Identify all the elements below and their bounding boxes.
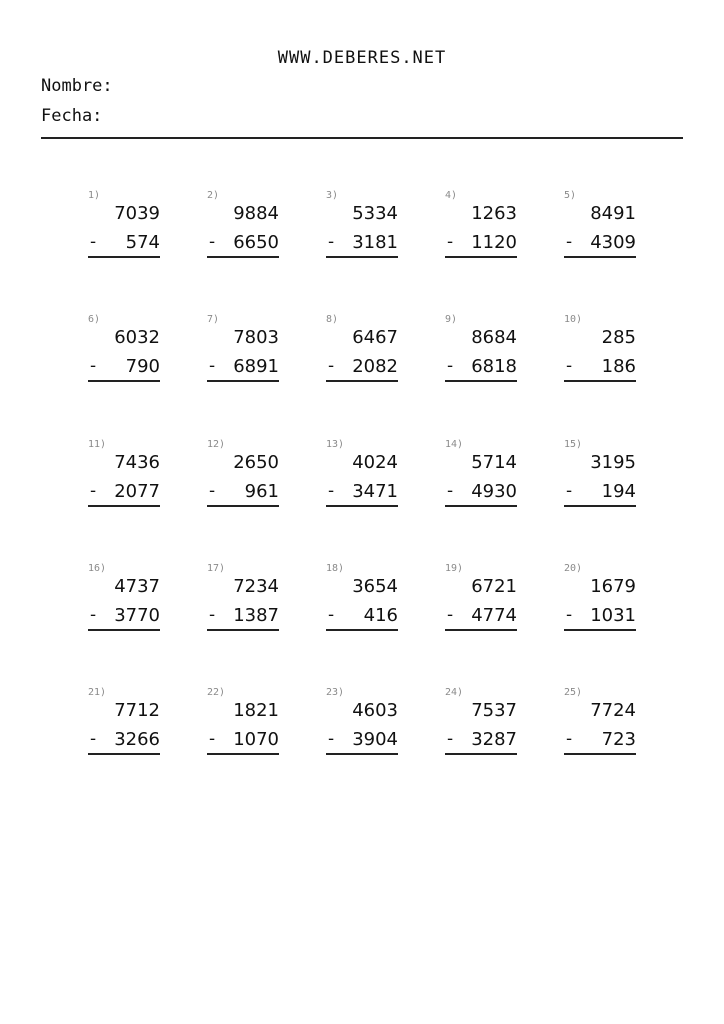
problem-number: 11) xyxy=(88,439,107,450)
answer-line xyxy=(326,380,398,382)
minus-sign: - xyxy=(328,232,335,252)
problem-number: 19) xyxy=(445,563,464,574)
minuend: 6721 xyxy=(471,576,517,597)
subtraction-problem xyxy=(326,190,398,270)
answer-line xyxy=(88,753,160,755)
minuend: 9884 xyxy=(233,203,279,224)
subtrahend: 4930 xyxy=(471,481,517,502)
problem-number: 13) xyxy=(326,439,345,450)
subtraction-problem xyxy=(207,190,279,270)
subtraction-problem xyxy=(326,687,398,767)
minus-sign: - xyxy=(447,356,454,376)
minus-sign: - xyxy=(447,232,454,252)
problem-number: 23) xyxy=(326,687,345,698)
minuend: 3195 xyxy=(590,452,636,473)
subtraction-problem xyxy=(326,439,398,519)
minus-sign: - xyxy=(447,605,454,625)
subtraction-problem xyxy=(445,314,517,394)
problem-number: 4) xyxy=(445,190,458,201)
answer-line xyxy=(326,256,398,258)
problem-number: 15) xyxy=(564,439,583,450)
minus-sign: - xyxy=(566,481,573,501)
subtrahend: 194 xyxy=(601,481,636,502)
problem-number: 25) xyxy=(564,687,583,698)
subtrahend: 961 xyxy=(244,481,279,502)
subtraction-problem xyxy=(88,687,160,767)
problem-number: 10) xyxy=(564,314,583,325)
answer-line xyxy=(564,380,636,382)
minuend: 7724 xyxy=(590,700,636,721)
site-title: WWW.DEBERES.NET xyxy=(277,48,447,68)
subtraction-problem xyxy=(564,190,636,270)
answer-line xyxy=(445,256,517,258)
subtrahend: 6891 xyxy=(233,356,279,377)
minuend: 6032 xyxy=(114,327,160,348)
minuend: 4603 xyxy=(352,700,398,721)
minuend: 2650 xyxy=(233,452,279,473)
answer-line xyxy=(326,753,398,755)
minus-sign: - xyxy=(209,729,216,749)
subtrahend: 3181 xyxy=(352,232,398,253)
minus-sign: - xyxy=(328,605,335,625)
problem-number: 9) xyxy=(445,314,458,325)
minus-sign: - xyxy=(566,232,573,252)
subtrahend: 3287 xyxy=(471,729,517,750)
minuend: 7712 xyxy=(114,700,160,721)
minus-sign: - xyxy=(90,605,97,625)
problem-number: 21) xyxy=(88,687,107,698)
answer-line xyxy=(88,505,160,507)
problem-number: 22) xyxy=(207,687,226,698)
subtrahend: 1387 xyxy=(233,605,279,626)
problem-number: 6) xyxy=(88,314,101,325)
header-divider xyxy=(41,137,683,139)
minuend: 7039 xyxy=(114,203,160,224)
minuend: 5714 xyxy=(471,452,517,473)
subtrahend: 4309 xyxy=(590,232,636,253)
subtraction-problem xyxy=(207,687,279,767)
minus-sign: - xyxy=(90,356,97,376)
subtrahend: 1031 xyxy=(590,605,636,626)
problem-number: 8) xyxy=(326,314,339,325)
problem-number: 16) xyxy=(88,563,107,574)
subtrahend: 6650 xyxy=(233,232,279,253)
subtraction-problem xyxy=(207,314,279,394)
minuend: 3654 xyxy=(352,576,398,597)
minus-sign: - xyxy=(90,232,97,252)
subtrahend: 416 xyxy=(363,605,398,626)
subtrahend: 2077 xyxy=(114,481,160,502)
answer-line xyxy=(564,753,636,755)
subtrahend: 3266 xyxy=(114,729,160,750)
subtrahend: 1070 xyxy=(233,729,279,750)
minus-sign: - xyxy=(566,356,573,376)
subtraction-problem xyxy=(88,439,160,519)
answer-line xyxy=(326,629,398,631)
subtraction-problem xyxy=(207,563,279,643)
problem-number: 2) xyxy=(207,190,220,201)
answer-line xyxy=(88,380,160,382)
problem-number: 1) xyxy=(88,190,101,201)
minuend: 6467 xyxy=(352,327,398,348)
answer-line xyxy=(445,505,517,507)
answer-line xyxy=(445,629,517,631)
problem-number: 3) xyxy=(326,190,339,201)
minus-sign: - xyxy=(90,481,97,501)
minuend: 1821 xyxy=(233,700,279,721)
subtrahend: 4774 xyxy=(471,605,517,626)
subtraction-problem xyxy=(445,190,517,270)
subtrahend: 574 xyxy=(125,232,160,253)
minus-sign: - xyxy=(447,729,454,749)
subtrahend: 6818 xyxy=(471,356,517,377)
answer-line xyxy=(564,256,636,258)
minuend: 7803 xyxy=(233,327,279,348)
answer-line xyxy=(564,505,636,507)
answer-line xyxy=(445,380,517,382)
minus-sign: - xyxy=(447,481,454,501)
problem-number: 20) xyxy=(564,563,583,574)
minuend: 7234 xyxy=(233,576,279,597)
minus-sign: - xyxy=(328,481,335,501)
subtraction-problem xyxy=(445,687,517,767)
minuend: 4024 xyxy=(352,452,398,473)
problem-number: 5) xyxy=(564,190,577,201)
subtrahend: 186 xyxy=(601,356,636,377)
minus-sign: - xyxy=(328,356,335,376)
subtraction-problem xyxy=(564,314,636,394)
minuend: 4737 xyxy=(114,576,160,597)
answer-line xyxy=(88,629,160,631)
subtrahend: 3904 xyxy=(352,729,398,750)
subtrahend: 2082 xyxy=(352,356,398,377)
subtraction-problem xyxy=(88,190,160,270)
problem-number: 18) xyxy=(326,563,345,574)
minuend: 1263 xyxy=(471,203,517,224)
subtraction-problem xyxy=(88,563,160,643)
answer-line xyxy=(207,629,279,631)
answer-line xyxy=(88,256,160,258)
subtraction-problem xyxy=(564,687,636,767)
subtrahend: 3471 xyxy=(352,481,398,502)
problem-number: 17) xyxy=(207,563,226,574)
minuend: 285 xyxy=(601,327,636,348)
minuend: 1679 xyxy=(590,576,636,597)
name-label: Nombre: xyxy=(41,76,113,96)
problem-number: 24) xyxy=(445,687,464,698)
subtraction-problem xyxy=(445,563,517,643)
minuend: 8491 xyxy=(590,203,636,224)
problem-number: 12) xyxy=(207,439,226,450)
answer-line xyxy=(207,256,279,258)
answer-line xyxy=(207,505,279,507)
minus-sign: - xyxy=(209,232,216,252)
answer-line xyxy=(207,753,279,755)
subtraction-problem xyxy=(88,314,160,394)
subtrahend: 723 xyxy=(601,729,636,750)
subtraction-problem xyxy=(564,439,636,519)
answer-line xyxy=(445,753,517,755)
subtraction-problem xyxy=(326,314,398,394)
minuend: 7436 xyxy=(114,452,160,473)
answer-line xyxy=(207,380,279,382)
subtraction-problem xyxy=(207,439,279,519)
answer-line xyxy=(564,629,636,631)
subtraction-problem xyxy=(326,563,398,643)
minuend: 7537 xyxy=(471,700,517,721)
minus-sign: - xyxy=(566,729,573,749)
minus-sign: - xyxy=(566,605,573,625)
subtraction-problem xyxy=(445,439,517,519)
problem-number: 14) xyxy=(445,439,464,450)
subtrahend: 3770 xyxy=(114,605,160,626)
minus-sign: - xyxy=(328,729,335,749)
answer-line xyxy=(326,505,398,507)
minus-sign: - xyxy=(209,605,216,625)
subtrahend: 790 xyxy=(125,356,160,377)
minuend: 8684 xyxy=(471,327,517,348)
subtraction-problem xyxy=(564,563,636,643)
problem-number: 7) xyxy=(207,314,220,325)
date-label: Fecha: xyxy=(41,106,103,126)
minus-sign: - xyxy=(209,481,216,501)
minus-sign: - xyxy=(90,729,97,749)
minuend: 5334 xyxy=(352,203,398,224)
subtrahend: 1120 xyxy=(471,232,517,253)
minus-sign: - xyxy=(209,356,216,376)
